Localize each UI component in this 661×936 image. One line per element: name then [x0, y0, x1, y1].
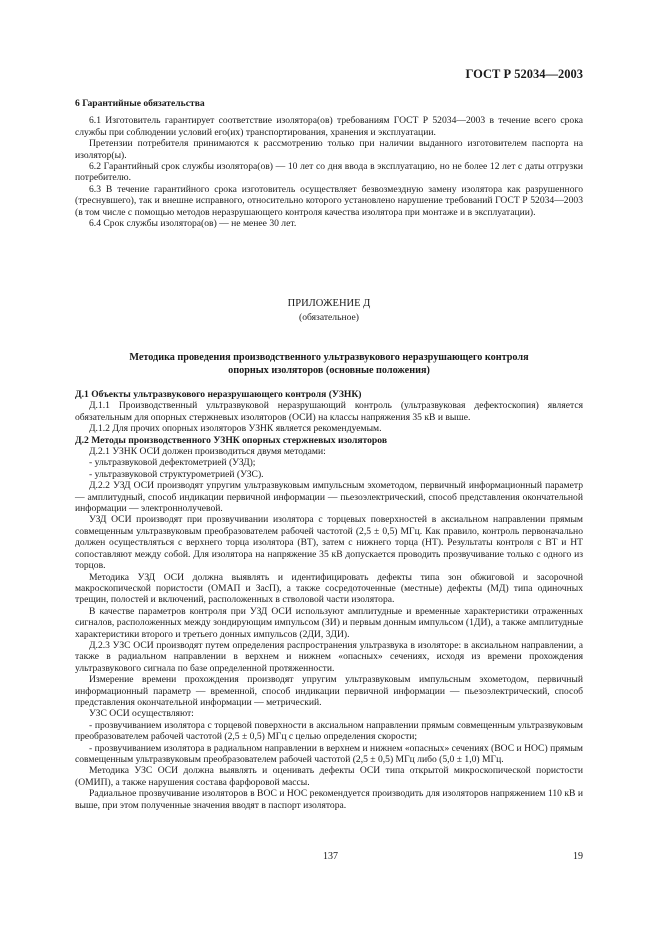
page-number-center: 137 [323, 851, 338, 862]
uzs-paragraph-2: УЗС ОСИ осуществляют: [89, 708, 194, 720]
paragraph-6-4: 6.4 Срок службы изолятора(ов) — не менее 30 лет. [89, 218, 297, 230]
d2-1: Д.2.1 УЗНК ОСИ должен производиться двумя методами: [89, 446, 326, 458]
d2-title: Д.2 Методы производственного УЗНК опорных стержневых изоляторов [75, 434, 388, 446]
appendix-title: ПРИЛОЖЕНИЕ Д [287, 298, 371, 309]
d2-3: Д.2.3 УЗС ОСИ производят путем определения распространения ультразвука в изоляторе: в аксиальном направлении, а также в радиальном направлении в верхнем и нижнем «опасных» сечениях, исходя из времени прохождения ультразвукового сигнала по базе определенной протяженности. [75, 639, 583, 674]
method-title-line-1: Методика проведения производственного ультразвукового неразрушающего контроля [129, 352, 529, 363]
uzs-paragraph-6: Радиальное прозвучивание изоляторов в ВОС и НОС рекомендуется производить для изоляторов напряжением 110 кВ и выше, при этом полученные значения вводят в паспорт изолятора. [75, 788, 583, 811]
paragraph-6-3: 6.3 В течение гарантийного срока изготовитель осуществляет безвозмездную замену изолятора как разрушенного (треснувшего), так и внешне исправного, относительно которого установлено нарушение требований ГОСТ Р 52034—2003 (в том числе с помощью методов неразрушающего контроля качества изолятора при монтаже и в эксплуатации). [75, 183, 583, 218]
d2-2: Д.2.2 УЗД ОСИ производят упругим ультразвуковым импульсным эхометодом, первичный информационный параметр — амплитудный, способ индикации первичной информации — пьезоэлектрический, способ представления окончательной информации — электроннолучевой. [75, 480, 583, 515]
section-6-warranty [75, 98, 583, 229]
page-number-right: 19 [573, 851, 583, 862]
d2-1-item-b: - ультразвуковой структурометрией (УЗС). [89, 468, 264, 480]
uzs-paragraph-4: - прозвучиванием изолятора в радиальном направлении в верхнем и нижнем «опасных» сечениях (ВОС и НОС) прямым совмещенным ультразвуковым преобразователем рабочей частотой (2,5 ± 0,5) МГц либо (5,0 ± 1,0) МГц. [75, 742, 583, 765]
d1-2: Д.1.2 Для прочих опорных изоляторов УЗНК является рекомендуемым. [89, 423, 382, 435]
uzd-paragraph-3: В качестве параметров контроля при УЗД ОСИ используют амплитудные и временные характеристики отраженных сигналов, расположенных между зондирующим импульсом (ЗИ) и первым донным импульсом (1ДИ), а также амплитудные характеристики второго и третьего донных импульсов (2ДИ, 3ДИ). [75, 605, 583, 640]
uzs-paragraph-3: - прозвучиванием изолятора с торцевой поверхности в аксиальном направлении прямым совмещенным ультразвуковым преобразователем рабочей частотой (2,5 ± 0,5) МГц с целью определения скорости; [75, 719, 583, 743]
uzd-paragraph-1: УЗД ОСИ производят при прозвучивании изолятора с торцевых поверхностей в аксиальном направлении прямым совмещенным ультразвуковым преобразователем рабочей частотой (2,5 ± 0,5) МГц. Как правило, контроль первоначально должен осуществляться с верхнего торца изолятора (ВТ), затем с нижнего торца (НТ). Результаты контроля с ВТ и НТ сопоставляют между собой. Для изолятора на напряжение 35 кВ допускается проводить прозвучивание только с одного из торцов. [75, 514, 583, 572]
d1-1: Д.1.1 Производственный ультразвуковой неразрушающий контроль (ультразвуковая дефектоскопия) является обязательным для опорных стержневых изоляторов (ОСИ) на классы напряжения 35 кВ и выше. [75, 400, 583, 423]
method-title-line-2: опорных изоляторов (основные положения) [228, 365, 430, 376]
paragraph-6-1: 6.1 Изготовитель гарантирует соответствие изолятора(ов) требованиям ГОСТ Р 52034—2003 в течение всего срока службы при соблюдении условий его(их) транспортирования, хранения и эксплуатации. [75, 115, 583, 138]
uzs-paragraph-1: Измерение времени прохождения производят упругим ультразвуковым импульсным эхометодом, первичный информационный параметр — временной, способ индикации первичной информации — пьезоэлектрический, способ представления окончательной информации — метрический. [75, 674, 583, 708]
section-6-title: 6 Гарантийные обязательства [75, 98, 205, 109]
uzd-paragraph-2: Методика УЗД ОСИ должна выявлять и идентифицировать дефекты типа зон обжиговой и засорочной макроскопической пористости (ОМАП и ЗасП), а также сосредоточенные (местные) дефекты (МД) типа одиночных трещин, полостей и включений, расположенных в стволовой части изолятора. [75, 571, 583, 606]
uzs-paragraph-5: Методика УЗС ОСИ должна выявлять и оценивать дефекты ОСИ типа открытой микроскопической пористости (ОМИП), а также нарушения состава фарфоровой массы. [75, 765, 583, 788]
paragraph-claims: Претензии потребителя принимаются к рассмотрению только при наличии выданного изготовителем паспорта на изолятор(ы). [75, 138, 583, 161]
d2-1-item-a: - ультразвуковой дефектометрией (УЗД); [89, 457, 256, 469]
d1-title: Д.1 Объекты ультразвукового неразрушающего контроля (УЗНК) [75, 389, 362, 400]
standard-code-header: ГОСТ Р 52034—2003 [465, 67, 583, 81]
appendix-subtitle: (обязательное) [299, 312, 359, 323]
paragraph-6-2: 6.2 Гарантийный срок службы изолятора(ов) — 10 лет со дня ввода в эксплуатацию, но не более 12 лет с даты отгрузки потребителю. [75, 161, 583, 184]
method-title [75, 351, 583, 377]
appendix-body [75, 389, 583, 811]
